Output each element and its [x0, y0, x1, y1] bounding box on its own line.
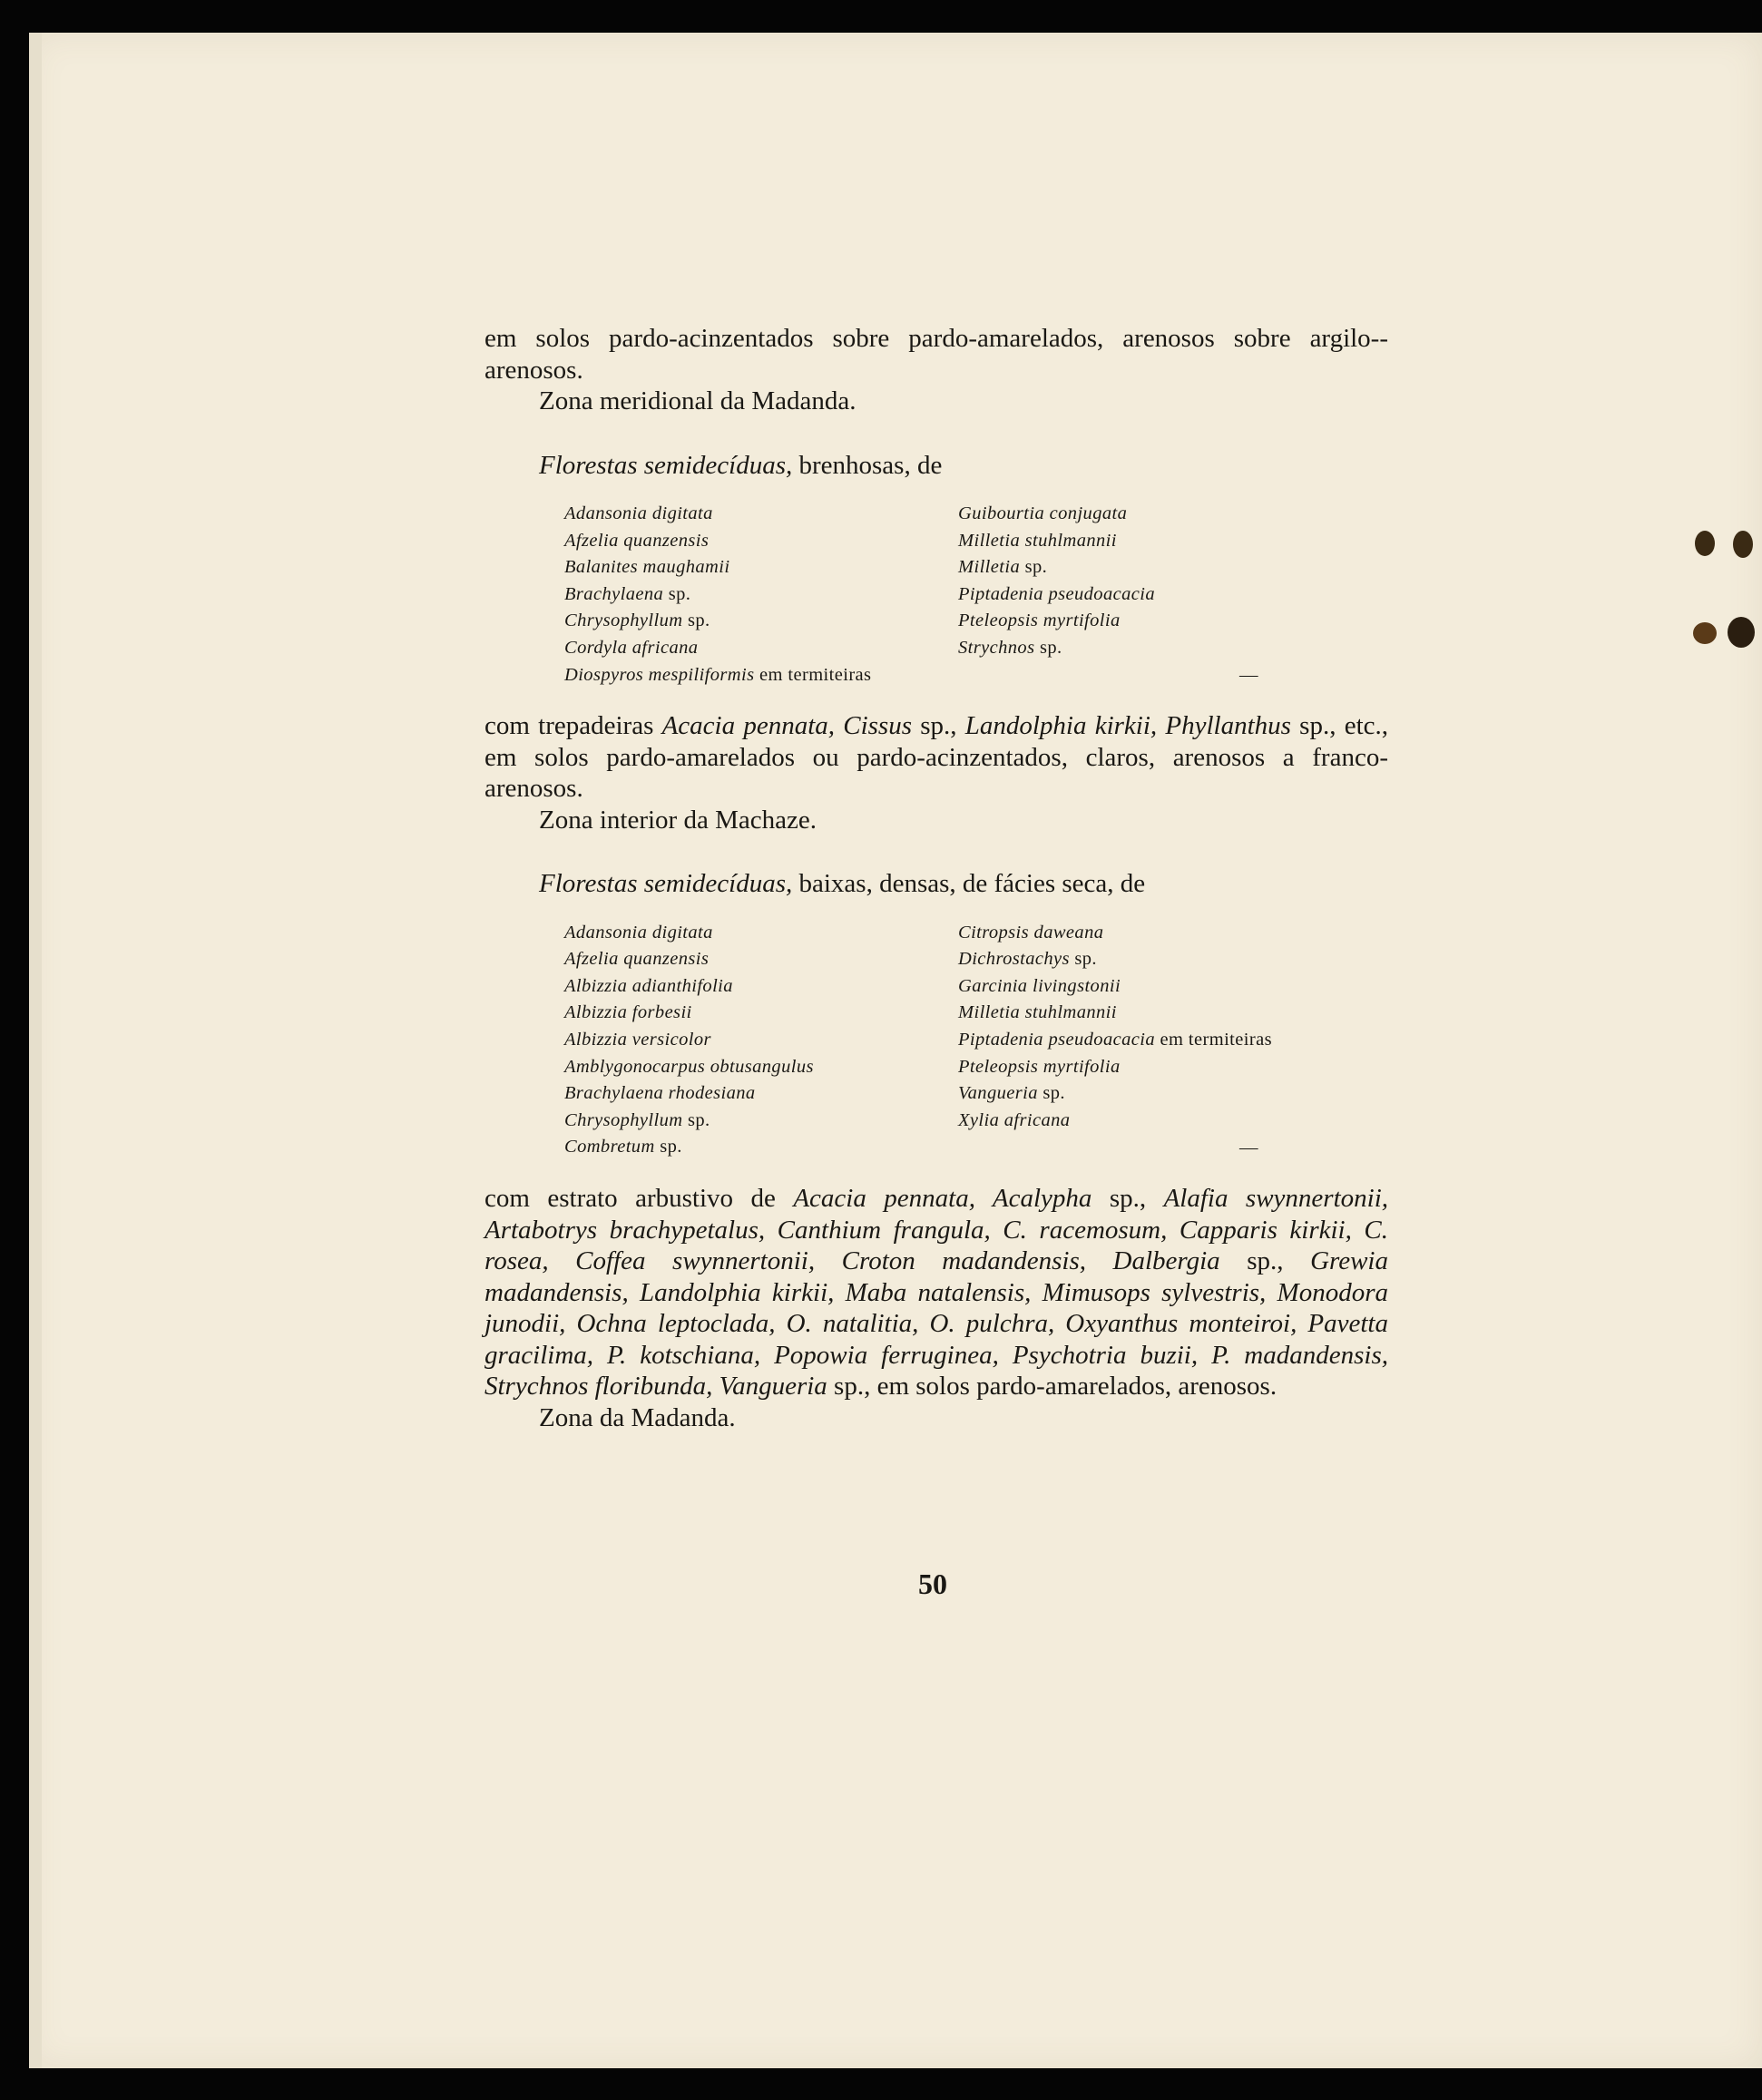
species-item: Piptadenia pseudoacacia em termiteiras: [958, 1030, 1272, 1050]
heading-rest: brenhosas, de: [798, 450, 943, 480]
species-column-left: [564, 501, 958, 689]
heading-italic: Florestas semidecíduas,: [539, 869, 793, 899]
species-item: Diospyros mespiliformis em termiteiras: [564, 664, 872, 685]
page-content: [485, 323, 1388, 1433]
page-edge: [29, 33, 42, 2068]
species-item: Citropsis daweana: [958, 922, 1104, 943]
zone-label: Zona meridional da Madanda.: [539, 386, 857, 415]
species-item: Piptadenia pseudoacacia: [958, 583, 1156, 604]
binding-hole: [1733, 531, 1753, 558]
species-item: Pteleopsis myrtifolia: [958, 1056, 1121, 1077]
species-item: Cordyla africana: [564, 637, 699, 658]
species-item: Vangueria sp.: [958, 1083, 1065, 1104]
species-item: Adansonia digitata: [564, 922, 713, 943]
species-item: Chrysophyllum sp.: [564, 610, 710, 631]
heading-italic: Florestas semidecíduas,: [539, 450, 793, 480]
species-item: Albizzia forbesii: [564, 1002, 692, 1023]
zone-label: Zona da Madanda.: [539, 1402, 736, 1432]
page-number: 50: [918, 1568, 947, 1600]
zone-label: Zona interior da Machaze.: [539, 805, 817, 835]
paragraph-shrub-layer: com estrato arbustivo de Acacia pennata, Acalypha sp., Alafia swynnertonii, Artabotrys brachypetalus, Canthium frangula, C. racemosum, Capparis kirkii, C. rosea, Coffea swynnertonii, Croton madandensis, Dalbergia sp., Grewia madandensis, Landolphia kirkii, Maba natalensis, Mimusops sylvestris, Monodora junodii, Ochna leptoclada, O. natalitia, O. pulchra, Oxyanthus monteiroi, Pavetta gracilima, P. kotschiana, Popowia ferruginea, Psychotria buzii, P. madandensis, Strychnos floribunda, Vangueria sp., em solos pardo-amarelados, arenosos.: [485, 1184, 1389, 1401]
list-dash: —: [1239, 665, 1258, 685]
heading-rest: baixas, densas, de fácies seca, de: [798, 869, 1146, 899]
species-column-right: [958, 501, 1385, 689]
species-item: Garcinia livingstonii: [958, 975, 1121, 996]
binding-hole: [1728, 617, 1755, 648]
binding-hole: [1693, 622, 1717, 644]
paragraph-soils: em solos pardo-acinzentados sobre pardo-amarelados, arenosos sobre argilo--arenosos.: [485, 324, 1388, 385]
species-item: Chrysophyllum sp.: [564, 1109, 710, 1130]
species-column-left: [564, 920, 958, 1161]
species-item: Balanites maughamii: [564, 557, 730, 578]
species-item: Brachylaena sp.: [564, 583, 691, 604]
species-item: Strychnos sp.: [958, 637, 1062, 658]
species-item: Amblygonocarpus obtusangulus: [564, 1056, 814, 1077]
species-item: Albizzia adianthifolia: [564, 975, 733, 996]
species-item: Adansonia digitata: [564, 503, 713, 523]
species-item: Afzelia quanzensis: [564, 530, 710, 551]
species-item: Afzelia quanzensis: [564, 949, 710, 970]
species-item: Brachylaena rhodesiana: [564, 1083, 756, 1104]
paragraph-climbers: com trepadeiras Acacia pennata, Cissus sp., Landolphia kirkii, Phyllanthus sp., etc., em solos pardo-amarelados ou pardo-acinzentados, claros, arenosos a franco-arenosos.: [485, 711, 1388, 804]
section-heading: [485, 868, 1388, 900]
binding-hole: [1695, 531, 1715, 556]
species-item: Combretum sp.: [564, 1137, 682, 1157]
species-list-1: [564, 501, 1388, 689]
species-item: Guibourtia conjugata: [958, 503, 1128, 523]
species-item: Pteleopsis myrtifolia: [958, 610, 1121, 631]
species-item: Xylia africana: [958, 1109, 1071, 1130]
species-item: Milletia stuhlmannii: [958, 530, 1117, 551]
section-heading: [485, 450, 1388, 482]
species-item: Dichrostachys sp.: [958, 949, 1097, 970]
species-column-right: [958, 920, 1385, 1161]
species-item: Milletia stuhlmannii: [958, 1002, 1117, 1023]
species-item: Albizzia versicolor: [564, 1030, 711, 1050]
species-item: Milletia sp.: [958, 557, 1048, 578]
list-dash: —: [1239, 1137, 1258, 1157]
species-list-2: [564, 920, 1388, 1161]
